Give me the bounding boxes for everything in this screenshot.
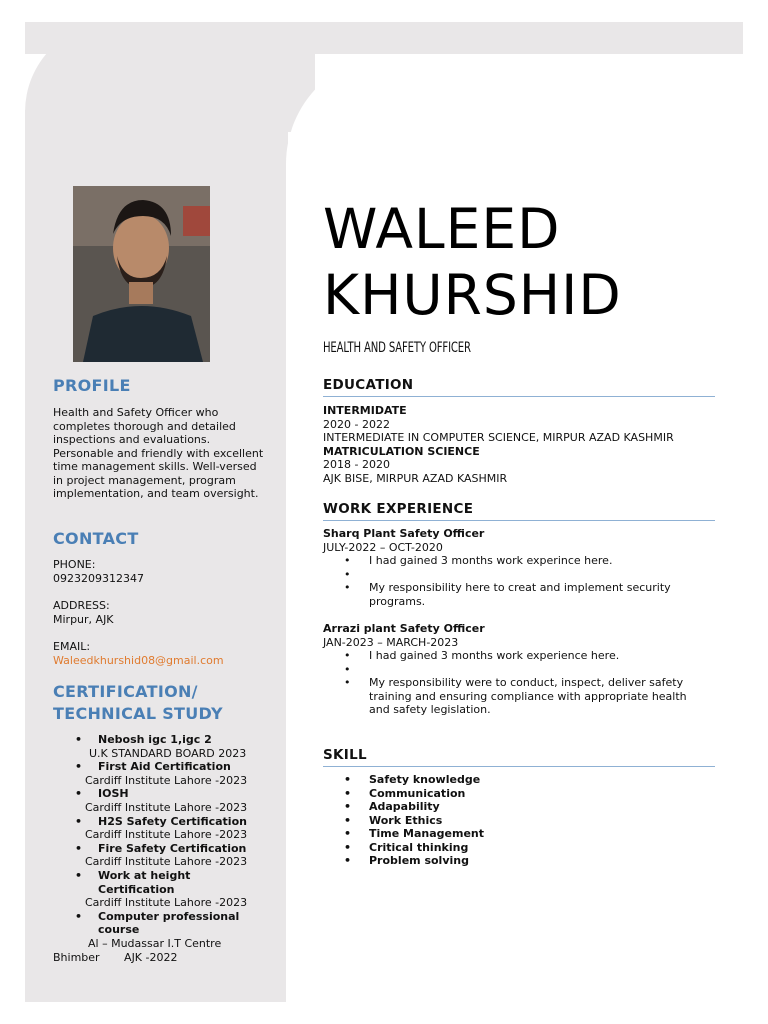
cert-last-line: Bhimber AJK -2022 (53, 950, 178, 964)
contact-heading: CONTACT (53, 529, 139, 548)
cert-item-title: • Nebosh igc 1,igc 2 (53, 733, 283, 747)
job-bullet: • I had gained 3 months work experience here. (323, 649, 718, 663)
job-bullets (323, 554, 718, 608)
certification-heading-line2: TECHNICAL STUDY (53, 704, 223, 723)
person-photo-icon (73, 186, 210, 362)
certification-heading (53, 681, 223, 725)
work-job (323, 527, 718, 608)
skill-item: • Critical thinking (323, 841, 718, 855)
cert-item-detail: Al – Mudassar I.T Centre (88, 936, 222, 950)
job-dates: JULY-2022 – OCT-2020 (323, 540, 443, 554)
cert-item-detail: Cardiff Institute Lahore -2023 (85, 800, 248, 814)
job-title-entry: Sharq Plant Safety Officer (323, 527, 485, 540)
cert-item-detail: Cardiff Institute Lahore -2023 (85, 855, 248, 869)
certification-heading-line1: CERTIFICATION/ (53, 682, 198, 701)
job-bullet: • I had gained 3 months work experince here. (323, 554, 718, 568)
cert-item-title: • H2S Safety Certification (53, 815, 283, 829)
work-heading: WORK EXPERIENCE (323, 501, 715, 521)
email-link[interactable]: Waleedkhurshid08@gmail.com (53, 654, 224, 667)
education-detail: AJK BISE, MIRPUR AZAD KASHMIR (323, 471, 508, 485)
skill-item: • Adapability (323, 800, 718, 814)
profile-photo (73, 186, 210, 362)
education-detail: INTERMEDIATE IN COMPUTER SCIENCE, MIRPUR AZAD KASHMIR (323, 431, 674, 444)
job-bullet: • My responsibility were to conduct, inspect, deliver safety training and ensuring compliance with appropriate health and safety legislation. (323, 676, 698, 717)
job-bullets (323, 649, 718, 717)
education-title: MATRICULATION SCIENCE (323, 444, 480, 458)
cert-item-title: • IOSH (53, 787, 283, 801)
cert-item-title: • Work at height Certification (53, 869, 213, 896)
certification-list (53, 733, 283, 964)
phone-value: 0923209312347 (53, 572, 144, 585)
education-title: INTERMIDATE (323, 404, 407, 417)
address-value: Mirpur, AJK (53, 613, 114, 626)
cert-item-title: • First Aid Certification (53, 760, 283, 774)
address-label: ADDRESS: (53, 599, 110, 612)
job-dates: JAN-2023 – MARCH-2023 (323, 635, 459, 649)
skill-item: • Time Management (323, 827, 718, 841)
bullet-spacer (323, 568, 718, 582)
skills-list (323, 773, 718, 868)
job-title-entry: Arrazi plant Safety Officer (323, 622, 485, 635)
skill-item: • Problem solving (323, 854, 718, 868)
bullet-spacer (323, 663, 718, 677)
skills-section (323, 773, 718, 868)
job-bullet: • My responsibility here to creat and implement security programs. (323, 581, 718, 608)
person-name (323, 196, 622, 328)
skill-item: • Safety knowledge (323, 773, 718, 787)
education-section (323, 404, 718, 485)
phone-label: PHONE: (53, 558, 96, 571)
education-years: 2018 - 2020 (323, 458, 390, 471)
education-heading: EDUCATION (323, 377, 715, 397)
email-label: EMAIL: (53, 640, 91, 653)
work-job (323, 622, 718, 717)
skill-item: • Work Ethics (323, 814, 718, 828)
name-first: WALEED (323, 197, 561, 261)
profile-heading: PROFILE (53, 376, 131, 395)
cert-item-detail: Cardiff Institute Lahore -2023 (85, 828, 248, 842)
skill-heading: SKILL (323, 747, 715, 767)
cert-item-detail: U.K STANDARD BOARD 2023 (89, 746, 247, 760)
cert-item-detail: Cardiff Institute Lahore -2023 (85, 773, 248, 787)
education-years: 2020 - 2022 (323, 417, 390, 431)
name-last: KHURSHID (323, 263, 622, 327)
cert-item-title: • Fire Safety Certification (53, 842, 283, 856)
skill-item: • Communication (323, 787, 718, 801)
cert-item-detail: Cardiff Institute Lahore -2023 (85, 896, 248, 910)
job-title: HEALTH AND SAFETY OFFICER (323, 340, 471, 356)
cert-item-title: • Computer professional course (53, 910, 253, 937)
profile-summary: Health and Safety Officer who completes thorough and detailed inspections and evaluations. Personable and friendly with excellent time management skills. Well-versed in project management, program implementation, and team oversight. (53, 406, 264, 500)
